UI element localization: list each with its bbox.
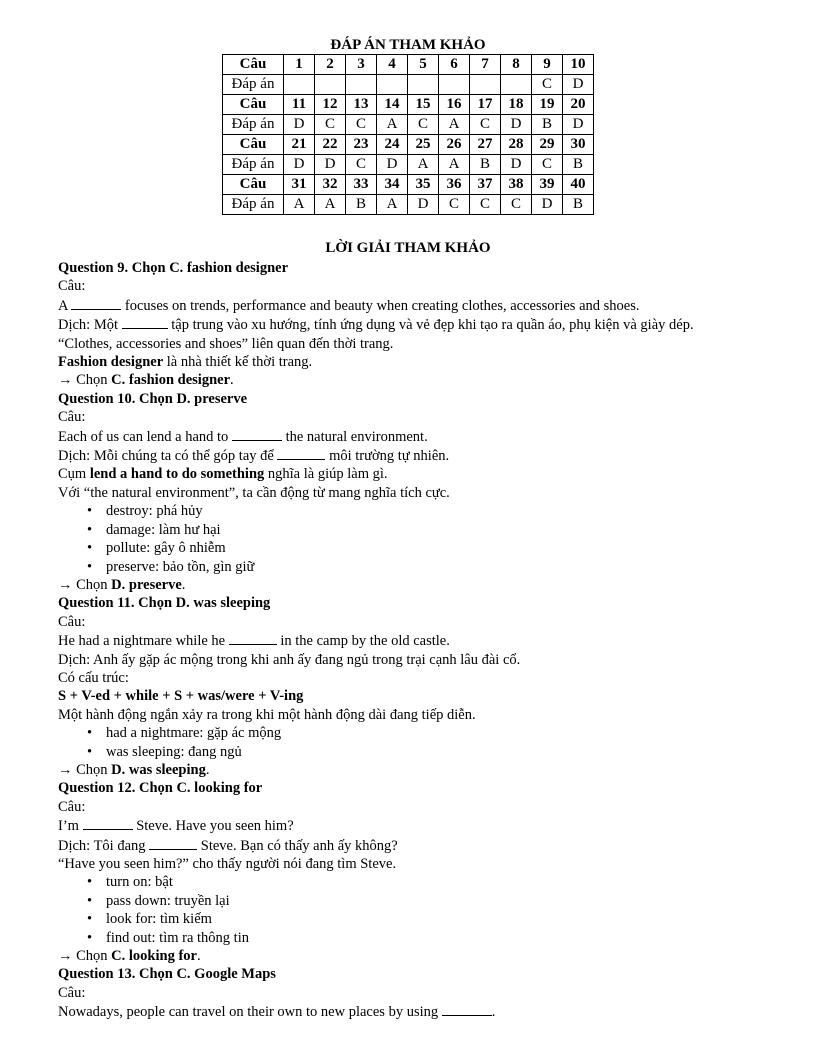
- answer-cell: B: [563, 155, 594, 175]
- q12-note: “Have you seen him?” cho thấy người nói đang tìm Steve.: [58, 856, 397, 872]
- answer-key-table: [222, 54, 594, 215]
- q12-sentence: [58, 816, 798, 835]
- q13-cau-label: Câu:: [58, 984, 86, 1001]
- answer-cell: C: [315, 115, 346, 135]
- question-number-cell: 10: [563, 55, 594, 75]
- answer-cell: [377, 75, 408, 95]
- question-number-cell: 35: [408, 175, 439, 195]
- q9-heading: Question 9. Chọn C. fashion designer: [58, 260, 289, 276]
- answer-cell: [408, 75, 439, 95]
- choice-arrow-text: → Chọn: [58, 761, 112, 778]
- answer-cell: [346, 75, 377, 95]
- q12-cau-label: Câu:: [58, 798, 86, 815]
- answer-key-answer-row: [223, 115, 594, 135]
- q10-choice: [58, 576, 798, 594]
- q12-translation: [58, 836, 798, 855]
- q9-definition: [58, 353, 798, 371]
- list-item: • look for: tìm kiếm: [106, 910, 798, 928]
- answer-cell: A: [315, 195, 346, 215]
- answer-label-cell: Đáp án: [223, 195, 284, 215]
- question-number-cell: 13: [346, 95, 377, 115]
- question-number-cell: 40: [563, 175, 594, 195]
- question-number-cell: 17: [470, 95, 501, 115]
- answer-cell: C: [408, 115, 439, 135]
- answer-cell: A: [377, 195, 408, 215]
- question-number-cell: 2: [315, 55, 346, 75]
- answer-cell: D: [408, 195, 439, 215]
- q10-note-part: Cụm: [58, 466, 90, 483]
- answer-cell: A: [284, 195, 315, 215]
- list-item: • turn on: bật: [106, 873, 798, 891]
- answer-cell: [439, 75, 470, 95]
- q9-sentence-part: focuses on trends, performance and beauty when creating clothes, accessories and shoes.: [121, 297, 640, 314]
- question-number-cell: 32: [315, 175, 346, 195]
- question-number-cell: 33: [346, 175, 377, 195]
- question-number-cell: 24: [377, 135, 408, 155]
- answer-key-answer-row: [223, 75, 594, 95]
- list-item: • preserve: bảo tồn, gìn giữ: [106, 558, 798, 576]
- q9-sentence-part: A: [58, 297, 72, 314]
- question-number-cell: 31: [284, 175, 315, 195]
- answer-cell: B: [346, 195, 377, 215]
- choice-period: .: [230, 372, 234, 389]
- q11-options-list: [58, 724, 798, 761]
- q9-definition-text: là nhà thiết kế thời trang.: [163, 354, 313, 371]
- answer-cell: D: [284, 155, 315, 175]
- question-label-cell: Câu: [223, 55, 284, 75]
- q9-translation-part: tập trung vào xu hướng, tính ứng dụng và vẻ đẹp khi tạo ra quần áo, phụ kiện và giày dép.: [167, 317, 694, 334]
- answer-cell: C: [470, 115, 501, 135]
- question-number-cell: 22: [315, 135, 346, 155]
- answer-cell: C: [470, 195, 501, 215]
- q10-phrase-note: [58, 465, 798, 483]
- q11-explanation: Một hành động ngắn xảy ra trong khi một hành động dài đang tiếp diễn.: [58, 706, 476, 723]
- answer-cell: A: [439, 155, 470, 175]
- q11-cau-label: Câu:: [58, 613, 86, 630]
- question-number-cell: 26: [439, 135, 470, 155]
- answer-key-answer-row: [223, 195, 594, 215]
- answer-cell: D: [563, 75, 594, 95]
- question-number-cell: 12: [315, 95, 346, 115]
- question-number-cell: 6: [439, 55, 470, 75]
- question-number-cell: 29: [532, 135, 563, 155]
- choice-period: .: [181, 576, 186, 593]
- answer-cell: D: [532, 195, 563, 215]
- question-number-cell: 25: [408, 135, 439, 155]
- answer-key-answer-row: [223, 155, 594, 175]
- q12-heading: Question 12. Chọn C. looking for: [58, 780, 263, 797]
- answer-cell: [501, 75, 532, 95]
- q9-cau-label: Câu:: [58, 278, 86, 295]
- question-number-cell: 34: [377, 175, 408, 195]
- answer-cell: D: [563, 115, 594, 135]
- question-number-cell: 30: [563, 135, 594, 155]
- blank-line: [232, 427, 282, 441]
- q13-sentence-part: .: [491, 1004, 496, 1021]
- question-number-cell: 37: [470, 175, 501, 195]
- q13-sentence-part: Nowadays, people can travel on their own to new places by using: [58, 1004, 442, 1021]
- q9-translation: [58, 315, 798, 334]
- answer-cell: D: [377, 155, 408, 175]
- q12-sentence-part: I’m: [58, 818, 83, 835]
- question-number-cell: 23: [346, 135, 377, 155]
- q10-translation-part: Dịch: Mỗi chúng ta có thể góp tay để: [58, 448, 278, 465]
- question-number-cell: 9: [532, 55, 563, 75]
- answer-key-number-row: [223, 175, 594, 195]
- solutions-title: LỜI GIẢI THAM KHẢO: [325, 240, 491, 256]
- choice-period: .: [205, 761, 210, 778]
- answer-cell: D: [501, 155, 532, 175]
- answer-cell: A: [408, 155, 439, 175]
- q10-sentence-part: Each of us can lend a hand to: [58, 428, 232, 445]
- answer-key-number-row: [223, 55, 594, 75]
- question-number-cell: 4: [377, 55, 408, 75]
- list-item: • was sleeping: đang ngủ: [106, 743, 798, 761]
- q12-translation-part: Steve. Bạn có thấy anh ấy không?: [197, 837, 398, 854]
- question-number-cell: 3: [346, 55, 377, 75]
- answer-cell: B: [470, 155, 501, 175]
- answer-label-cell: Đáp án: [223, 115, 284, 135]
- q9-term: Fashion designer: [58, 354, 164, 371]
- q10-options-list: [58, 502, 798, 576]
- answer-cell: D: [284, 115, 315, 135]
- question-number-cell: 16: [439, 95, 470, 115]
- q10-note-part: nghĩa là giúp làm gì.: [264, 466, 388, 483]
- answer-cell: A: [377, 115, 408, 135]
- q11-sentence-part: He had a nightmare while he: [58, 633, 229, 650]
- question-number-cell: 19: [532, 95, 563, 115]
- question-number-cell: 15: [408, 95, 439, 115]
- choice-arrow-text: → Chọn: [58, 576, 112, 593]
- choice-answer: C. fashion designer: [111, 372, 231, 389]
- question-number-cell: 14: [377, 95, 408, 115]
- q9-note: “Clothes, accessories and shoes” liên quan đến thời trang.: [58, 335, 394, 352]
- q11-structure: S + V-ed + while + S + was/were + V-ing: [58, 688, 304, 705]
- answer-cell: [315, 75, 346, 95]
- choice-answer: D. preserve: [111, 576, 182, 593]
- question-number-cell: 20: [563, 95, 594, 115]
- blank-line: [83, 816, 133, 830]
- question-label-cell: Câu: [223, 135, 284, 155]
- answer-cell: [284, 75, 315, 95]
- q10-translation-part: môi trường tự nhiên.: [325, 448, 450, 465]
- question-label-cell: Câu: [223, 95, 284, 115]
- list-item: • had a nightmare: gặp ác mộng: [106, 724, 798, 742]
- blank-line: [122, 315, 168, 329]
- question-number-cell: 18: [501, 95, 532, 115]
- q10-heading: Question 10. Chọn D. preserve: [58, 390, 248, 407]
- q9-sentence: [58, 296, 798, 315]
- q12-choice: [58, 947, 798, 965]
- choice-arrow-text: → Chọn: [58, 948, 112, 965]
- q11-structure-label: Có cấu trúc:: [58, 669, 129, 686]
- q10-sentence-part: the natural environment.: [281, 428, 428, 445]
- answer-cell: D: [315, 155, 346, 175]
- question-number-cell: 38: [501, 175, 532, 195]
- blank-line: [149, 836, 197, 850]
- q12-sentence-part: Steve. Have you seen him?: [132, 818, 294, 835]
- question-number-cell: 39: [532, 175, 563, 195]
- choice-arrow-text: → Chọn: [58, 372, 112, 389]
- answer-key-number-row: [223, 95, 594, 115]
- blank-line: [277, 446, 325, 460]
- q9-translation-part: Dịch: Một: [58, 317, 122, 334]
- q11-choice: [58, 761, 798, 779]
- blank-line: [442, 1002, 492, 1016]
- solutions-content: [58, 259, 798, 1022]
- question-number-cell: 36: [439, 175, 470, 195]
- blank-line: [229, 631, 277, 645]
- answer-cell: C: [532, 75, 563, 95]
- list-item: • find out: tìm ra thông tin: [106, 929, 798, 947]
- question-number-cell: 7: [470, 55, 501, 75]
- q11-sentence-part: in the camp by the old castle.: [276, 633, 450, 650]
- choice-answer: C. looking for: [111, 948, 197, 965]
- q9-choice: [58, 371, 798, 389]
- question-number-cell: 5: [408, 55, 439, 75]
- blank-line: [71, 296, 121, 310]
- answer-cell: B: [532, 115, 563, 135]
- answer-cell: C: [501, 195, 532, 215]
- answer-cell: C: [346, 155, 377, 175]
- q10-translation: [58, 446, 798, 465]
- question-number-cell: 27: [470, 135, 501, 155]
- choice-period: .: [196, 948, 201, 965]
- list-item: • destroy: phá hủy: [106, 502, 798, 520]
- q11-translation: Dịch: Anh ấy gặp ác mộng trong khi anh ấy đang ngủ trong trại cạnh lâu đài cổ.: [58, 651, 521, 668]
- q10-cau-label: Câu:: [58, 409, 86, 426]
- answer-key-title: ĐÁP ÁN THAM KHẢO: [330, 37, 486, 53]
- list-item: • pass down: truyền lại: [106, 892, 798, 910]
- answer-key-number-row: [223, 135, 594, 155]
- answer-cell: D: [501, 115, 532, 135]
- answer-cell: [470, 75, 501, 95]
- q10-note: Với “the natural environment”, ta cần động từ mang nghĩa tích cực.: [58, 484, 450, 501]
- answer-cell: C: [439, 195, 470, 215]
- question-number-cell: 21: [284, 135, 315, 155]
- answer-cell: B: [563, 195, 594, 215]
- q12-options-list: [58, 873, 798, 947]
- answer-cell: A: [439, 115, 470, 135]
- q10-phrase: lend a hand to do something: [89, 466, 265, 483]
- q13-heading: Question 13. Chọn C. Google Maps: [58, 966, 276, 983]
- question-label-cell: Câu: [223, 175, 284, 195]
- q11-sentence: [58, 631, 798, 650]
- list-item: • damage: làm hư hại: [106, 521, 798, 539]
- q13-sentence: [58, 1002, 798, 1021]
- q12-translation-part: Dịch: Tôi đang: [58, 837, 150, 854]
- question-number-cell: 28: [501, 135, 532, 155]
- answer-cell: C: [346, 115, 377, 135]
- choice-answer: D. was sleeping: [111, 761, 206, 778]
- q10-sentence: [58, 427, 798, 446]
- answer-label-cell: Đáp án: [223, 155, 284, 175]
- question-number-cell: 1: [284, 55, 315, 75]
- question-number-cell: 11: [284, 95, 315, 115]
- question-number-cell: 8: [501, 55, 532, 75]
- answer-label-cell: Đáp án: [223, 75, 284, 95]
- list-item: • pollute: gây ô nhiễm: [106, 539, 798, 557]
- answer-cell: C: [532, 155, 563, 175]
- q11-heading: Question 11. Chọn D. was sleeping: [58, 595, 271, 612]
